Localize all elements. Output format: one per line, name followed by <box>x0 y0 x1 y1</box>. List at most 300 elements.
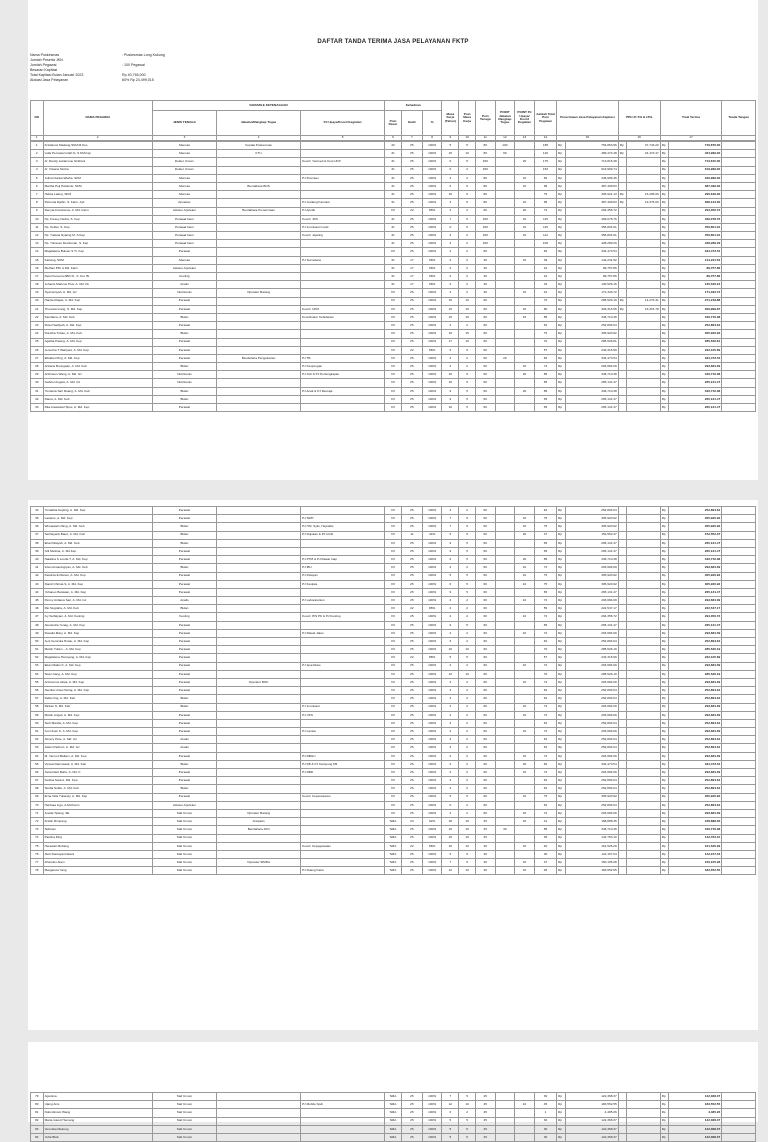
signature-cell[interactable] <box>722 515 756 523</box>
cell-rp2 <box>618 232 626 240</box>
signature-cell[interactable] <box>722 354 756 362</box>
cell-pj2 <box>515 687 535 695</box>
cell-pm: 2 <box>459 174 476 182</box>
cell-pt: 80 <box>475 248 495 256</box>
cell-pph <box>627 523 661 531</box>
cell-rp1: Rp <box>557 142 565 150</box>
cell-nama: Elisabet Ping, A. Md. Kep <box>43 354 152 362</box>
cell-jab <box>217 240 301 248</box>
signature-cell[interactable] <box>722 1101 756 1109</box>
cell-jab <box>217 297 301 305</box>
cell-rp2 <box>618 158 626 166</box>
cell-rp1: Rp <box>557 191 565 199</box>
cell-jab <box>217 174 301 182</box>
signature-cell[interactable] <box>722 371 756 379</box>
cell-rp3: Rp <box>660 1101 668 1109</box>
cell-pt: 25 <box>475 818 495 826</box>
signature-cell[interactable] <box>722 1133 756 1141</box>
cell-jp: 30 <box>534 850 556 858</box>
cell-nama: Ivllt Medina, A. Md.Kep <box>43 547 152 555</box>
cell-pj2: 20 <box>515 531 535 539</box>
cell-jab <box>217 215 301 223</box>
signature-cell[interactable] <box>722 273 756 281</box>
cell-pn: 232,315.69 <box>565 654 618 662</box>
cell-tt: 89,757.86 <box>669 264 722 272</box>
signature-cell[interactable] <box>722 785 756 793</box>
cell-pd: XX <box>385 248 402 256</box>
cell-jp: 62 <box>534 695 556 703</box>
cell-ps: 92% <box>422 818 442 826</box>
signature-cell[interactable] <box>722 215 756 223</box>
cell-pph <box>627 1125 661 1133</box>
signature-cell[interactable] <box>722 507 756 515</box>
cell-nama: Yohanes Belawan, A. Md. Kep <box>43 588 152 596</box>
cell-pn: 142,763.10 <box>565 834 618 842</box>
cell-pj2: 10 <box>515 678 535 686</box>
cell-jp: 80 <box>534 305 556 313</box>
col-masa-kerja: Masa Kerja (Tahun) <box>442 101 459 136</box>
cell-pj <box>301 1093 385 1101</box>
table-row <box>31 638 756 646</box>
cell-nama: Elsa Palayah, A. Md. Keb <box>43 539 152 547</box>
cell-jp: 72 <box>534 678 556 686</box>
cell-mk: 5 <box>442 654 459 662</box>
cell-jab <box>217 793 301 801</box>
cell-rp3: Rp <box>660 395 668 403</box>
cell-jp: 62 <box>534 687 556 695</box>
cell-jp: 82 <box>534 248 556 256</box>
cell-pj2: 10 <box>515 711 535 719</box>
signature-cell[interactable] <box>722 182 756 190</box>
cell-rp2 <box>618 654 626 662</box>
cell-nama: Jeni Veronika Hutau, A. Md. Kep <box>43 638 152 646</box>
column-index: 1 <box>31 136 44 141</box>
cell-pd: SMA <box>385 1117 402 1125</box>
cell-jenis: Perawat <box>152 297 216 305</box>
table-row <box>31 248 756 256</box>
cell-jenis: Sitemas <box>152 150 216 158</box>
cell-pn: 305,920.92 <box>565 515 618 523</box>
signature-cell[interactable] <box>722 256 756 264</box>
cell-mk: 3 <box>442 507 459 515</box>
cell-pj <box>301 346 385 354</box>
cell-pn: 346,710.38 <box>565 371 618 379</box>
signature-cell[interactable] <box>722 760 756 768</box>
cell-pm: 10 <box>459 150 476 158</box>
cell-mk: 5 <box>442 1125 459 1133</box>
cell-pm: 10 <box>459 670 476 678</box>
cell-hd: 25 <box>401 1117 422 1125</box>
signature-cell[interactable] <box>722 346 756 354</box>
cell-jp: 75 <box>534 515 556 523</box>
cell-pph <box>627 834 661 842</box>
signature-cell[interactable] <box>722 728 756 736</box>
cell-pph <box>627 240 661 248</box>
cell-tt: 334,473.54 <box>669 248 722 256</box>
signature-cell[interactable] <box>722 523 756 531</box>
signature-cell[interactable] <box>722 191 756 199</box>
signature-cell[interactable] <box>722 678 756 686</box>
cell-rp2 <box>618 597 626 605</box>
cell-jp: 40 <box>534 842 556 850</box>
signature-cell[interactable] <box>722 793 756 801</box>
cell-rp3: Rp <box>660 793 668 801</box>
cell-rp1: Rp <box>557 769 565 777</box>
cell-pd: XX <box>385 793 402 801</box>
cell-tt: 293,684.09 <box>669 629 722 637</box>
cell-tt: 4,485.26 <box>669 1109 722 1117</box>
cell-rp2 <box>618 621 626 629</box>
cell-pj2: 10 <box>515 629 535 637</box>
cell-nama: Intan Ansaningtyas, A. Md. Keb <box>43 564 152 572</box>
cell-pj1 <box>495 395 515 403</box>
cell-mk: 5 <box>442 850 459 858</box>
signature-cell[interactable] <box>722 597 756 605</box>
cell-no: 77 <box>31 859 44 867</box>
cell-pj <box>301 395 385 403</box>
signature-cell[interactable] <box>722 736 756 744</box>
cell-pph <box>627 662 661 670</box>
cell-hd: 25 <box>401 174 422 182</box>
cell-pj2: 10 <box>515 572 535 580</box>
signature-cell[interactable] <box>722 1093 756 1101</box>
cell-pph <box>627 232 661 240</box>
cell-rp3: Rp <box>660 223 668 231</box>
cell-pj <box>301 182 385 190</box>
cell-pm: 5 <box>459 223 476 231</box>
cell-rp3: Rp <box>660 646 668 654</box>
table-row <box>31 199 756 207</box>
signature-cell[interactable] <box>722 539 756 547</box>
signature-cell[interactable] <box>722 695 756 703</box>
column-index: 14 <box>534 136 556 141</box>
cell-pt: 60 <box>475 507 495 515</box>
signature-cell[interactable] <box>722 289 756 297</box>
signature-cell[interactable] <box>722 834 756 842</box>
cell-pn: 161,526.29 <box>565 842 618 850</box>
cell-pj1 <box>495 507 515 515</box>
cell-jenis: Analis <box>152 744 216 752</box>
signature-cell[interactable] <box>722 842 756 850</box>
signature-cell[interactable] <box>722 711 756 719</box>
cell-pph <box>627 818 661 826</box>
cell-jp: 120 <box>534 150 556 158</box>
cell-nama: Harpiet Rajas, A. Md. Kep <box>43 297 152 305</box>
signature-cell[interactable] <box>722 404 756 412</box>
cell-rp2 <box>618 289 626 297</box>
signature-cell[interactable] <box>722 719 756 727</box>
cell-jp: 72 <box>534 662 556 670</box>
cell-jenis: Perawat <box>152 678 216 686</box>
signature-cell[interactable] <box>722 556 756 564</box>
cell-pj2: 10 <box>515 867 535 875</box>
cell-pd: 31 <box>385 199 402 207</box>
cell-rp3: Rp <box>660 199 668 207</box>
cell-rp3: Rp <box>660 670 668 678</box>
cell-pt: 60 <box>475 638 495 646</box>
signature-cell[interactable] <box>722 248 756 256</box>
cell-pj1 <box>495 404 515 412</box>
cell-pph <box>627 556 661 564</box>
signature-cell[interactable] <box>722 387 756 395</box>
signature-cell[interactable] <box>722 166 756 174</box>
cell-ps: 100% <box>422 1117 442 1125</box>
cell-rp1: Rp <box>557 395 565 403</box>
cell-pj <box>301 240 385 248</box>
signature-cell[interactable] <box>722 531 756 539</box>
signature-cell[interactable] <box>722 232 756 240</box>
signature-cell[interactable] <box>722 818 756 826</box>
cell-rp2 <box>618 769 626 777</box>
signature-cell[interactable] <box>722 613 756 621</box>
cell-nama: Dewi Kusuma ABD R., S. Kel. Bi <box>43 273 152 281</box>
cell-rp3: Rp <box>660 711 668 719</box>
cell-pj1 <box>495 240 515 248</box>
cell-hd: 25 <box>401 629 422 637</box>
signature-cell[interactable] <box>722 1117 756 1125</box>
cell-rp3: Rp <box>660 248 668 256</box>
cell-pd: XX <box>385 752 402 760</box>
cell-hd: 25 <box>401 289 422 297</box>
signature-cell[interactable] <box>722 654 756 662</box>
cell-pd: XX <box>385 313 402 321</box>
signature-cell[interactable] <box>722 826 756 834</box>
signature-cell[interactable] <box>722 752 756 760</box>
signature-cell[interactable] <box>722 142 756 150</box>
signature-cell[interactable] <box>722 1109 756 1117</box>
cell-pt: 80 <box>475 182 495 190</box>
signature-cell[interactable] <box>722 801 756 809</box>
cell-no: 42 <box>31 572 44 580</box>
signature-cell[interactable] <box>722 199 756 207</box>
signature-cell[interactable] <box>722 670 756 678</box>
cell-hd: 25 <box>401 769 422 777</box>
cell-rp3: Rp <box>660 728 668 736</box>
cell-ps: 100% <box>422 744 442 752</box>
cell-jp: 75 <box>534 523 556 531</box>
cell-hd: 25 <box>401 728 422 736</box>
cell-pj <box>301 404 385 412</box>
signature-cell[interactable] <box>722 223 756 231</box>
signature-cell[interactable] <box>722 687 756 695</box>
signature-cell[interactable] <box>722 338 756 346</box>
cell-rp1: Rp <box>557 670 565 678</box>
cell-rp1: Rp <box>557 523 565 531</box>
cell-rp2 <box>618 507 626 515</box>
cell-pm: 2 <box>459 240 476 248</box>
cell-pn: 346,710.38 <box>565 313 618 321</box>
signature-cell[interactable] <box>722 322 756 330</box>
cell-pd: XX <box>385 629 402 637</box>
cell-pph <box>627 711 661 719</box>
cell-no: 18 <box>31 281 44 289</box>
cell-pj: PJ Imunisasi Covid <box>301 223 385 231</box>
signature-cell[interactable] <box>722 638 756 646</box>
signature-cell[interactable] <box>722 297 756 305</box>
header-info-value: Rp 40,765,000 <box>122 73 146 77</box>
cell-pd: XX <box>385 338 402 346</box>
signature-cell[interactable] <box>722 207 756 215</box>
signature-cell[interactable] <box>722 174 756 182</box>
cell-pm: 10 <box>459 1101 476 1109</box>
signature-cell[interactable] <box>722 264 756 272</box>
cell-rp1: Rp <box>557 826 565 834</box>
signature-cell[interactable] <box>722 769 756 777</box>
signature-cell[interactable] <box>722 330 756 338</box>
cell-pn: 265,131.47 <box>565 395 618 403</box>
signature-cell[interactable] <box>722 809 756 817</box>
cell-hd: 25 <box>401 1125 422 1133</box>
cell-pm: 10 <box>459 313 476 321</box>
cell-no: 61 <box>31 728 44 736</box>
cell-jenis: Bidan <box>152 695 216 703</box>
cell-rp3: Rp <box>660 777 668 785</box>
cell-pph <box>627 678 661 686</box>
cell-tt: 144,231.52 <box>669 256 722 264</box>
cell-pph <box>627 215 661 223</box>
cell-no: 6 <box>31 182 44 190</box>
cell-jp: 85 <box>534 556 556 564</box>
cell-hd: 25 <box>401 539 422 547</box>
cell-pn: 252,894.64 <box>565 638 618 646</box>
cell-pj2: 10 <box>515 182 535 190</box>
signature-cell[interactable] <box>722 744 756 752</box>
cell-mk: 3 <box>442 785 459 793</box>
cell-pj <box>301 1117 385 1125</box>
cell-jenis: Staf Umum <box>152 1109 216 1117</box>
cell-hd: 25 <box>401 867 422 875</box>
cell-jp: 55 <box>534 605 556 613</box>
cell-pj1 <box>495 174 515 182</box>
signature-cell[interactable] <box>722 1125 756 1133</box>
cell-pj2: 10 <box>515 523 535 531</box>
signature-cell[interactable] <box>722 646 756 654</box>
cell-hd: 25 <box>401 556 422 564</box>
cell-rp3: Rp <box>660 547 668 555</box>
cell-jp: 152 <box>534 166 556 174</box>
signature-cell[interactable] <box>722 605 756 613</box>
signature-cell[interactable] <box>722 621 756 629</box>
signature-cell[interactable] <box>722 305 756 313</box>
signature-cell[interactable] <box>722 363 756 371</box>
cell-rp2 <box>618 777 626 785</box>
signature-cell[interactable] <box>722 158 756 166</box>
cell-jenis: Perawat <box>152 404 216 412</box>
table-row <box>31 621 756 629</box>
cell-pt: 60 <box>475 728 495 736</box>
cell-pt: 80 <box>475 150 495 158</box>
cell-pt: 100 <box>475 240 495 248</box>
table-row <box>31 703 756 711</box>
signature-cell[interactable] <box>722 662 756 670</box>
cell-jab <box>217 191 301 199</box>
cell-no: 4 <box>31 166 44 174</box>
cell-rp3: Rp <box>660 191 668 199</box>
cell-hd: 25 <box>401 223 422 231</box>
signature-cell[interactable] <box>722 859 756 867</box>
signature-cell[interactable] <box>722 703 756 711</box>
cell-pj2: 10 <box>515 289 535 297</box>
cell-pn: 183,552.55 <box>565 1101 618 1109</box>
cell-pj2: 10 <box>515 809 535 817</box>
signature-cell[interactable] <box>722 150 756 158</box>
cell-pt: 60 <box>475 556 495 564</box>
cell-rp3: Rp <box>660 695 668 703</box>
cell-pj1 <box>495 248 515 256</box>
cell-no: 76 <box>31 850 44 858</box>
cell-pt: 60 <box>475 613 495 621</box>
cell-nama: Helisa Ladeq, SKM <box>43 191 152 199</box>
cell-jab: KTU <box>217 150 301 158</box>
cell-nama: Gabriel Angela, A. Md. Gz <box>43 379 152 387</box>
cell-no: 67 <box>31 777 44 785</box>
cell-jp: 72 <box>534 363 556 371</box>
signature-cell[interactable] <box>722 572 756 580</box>
cell-pj1 <box>495 1101 515 1109</box>
cell-pd: 31 <box>385 215 402 223</box>
signature-cell[interactable] <box>722 588 756 596</box>
cell-mk: 2 <box>442 322 459 330</box>
signature-cell[interactable] <box>722 850 756 858</box>
signature-cell[interactable] <box>722 777 756 785</box>
cell-jenis: Perawat <box>152 654 216 662</box>
cell-pd: 31 <box>385 232 402 240</box>
signature-cell[interactable] <box>722 580 756 588</box>
cell-pt: 25 <box>475 1109 495 1117</box>
cell-pj1 <box>495 363 515 371</box>
cell-pd: XX <box>385 769 402 777</box>
signature-cell[interactable] <box>722 379 756 387</box>
cell-nama: Ns. Yohanes Demberan, S. Kep <box>43 240 152 248</box>
cell-jab <box>217 539 301 547</box>
cell-pj1 <box>495 678 515 686</box>
cell-mk: 10 <box>442 371 459 379</box>
signature-cell[interactable] <box>722 547 756 555</box>
cell-pd: XX <box>385 556 402 564</box>
cell-jp: 85 <box>534 371 556 379</box>
cell-nama: dr. Yokana Simba <box>43 166 152 174</box>
cell-pj2: 20 <box>515 760 535 768</box>
cell-tt: 293,684.09 <box>669 809 722 817</box>
signature-cell[interactable] <box>722 564 756 572</box>
cell-mk: 2 <box>442 256 459 264</box>
cell-pd: XX <box>385 363 402 371</box>
cell-no: 23 <box>31 322 44 330</box>
cell-nama: Yunianta Sari Ruang, A. Md. Keb <box>43 387 152 395</box>
document-title: DAFTAR TANDA TERIMA JASA PELAYANAN FKTP <box>317 39 469 45</box>
signature-cell[interactable] <box>722 395 756 403</box>
signature-cell[interactable] <box>722 313 756 321</box>
cell-nama: Magdalena Buluan S.Tr. Kep <box>43 248 152 256</box>
cell-rp2: Rp <box>618 142 626 150</box>
cell-mk: 6 <box>442 580 459 588</box>
cell-pj2 <box>515 1109 535 1117</box>
cell-pj2: 10 <box>515 842 535 850</box>
cell-rp3: Rp <box>660 1109 668 1117</box>
column-index <box>722 136 756 141</box>
cell-jab <box>217 387 301 395</box>
table-row <box>31 1101 756 1109</box>
cell-pm: 5 <box>459 621 476 629</box>
table-row <box>31 387 756 395</box>
signature-cell[interactable] <box>722 867 756 875</box>
signature-cell[interactable] <box>722 281 756 289</box>
cell-hd: 25 <box>401 695 422 703</box>
signature-cell[interactable] <box>722 629 756 637</box>
cell-rp1: Rp <box>557 629 565 637</box>
cell-pj2 <box>515 507 535 515</box>
signature-cell[interactable] <box>722 240 756 248</box>
